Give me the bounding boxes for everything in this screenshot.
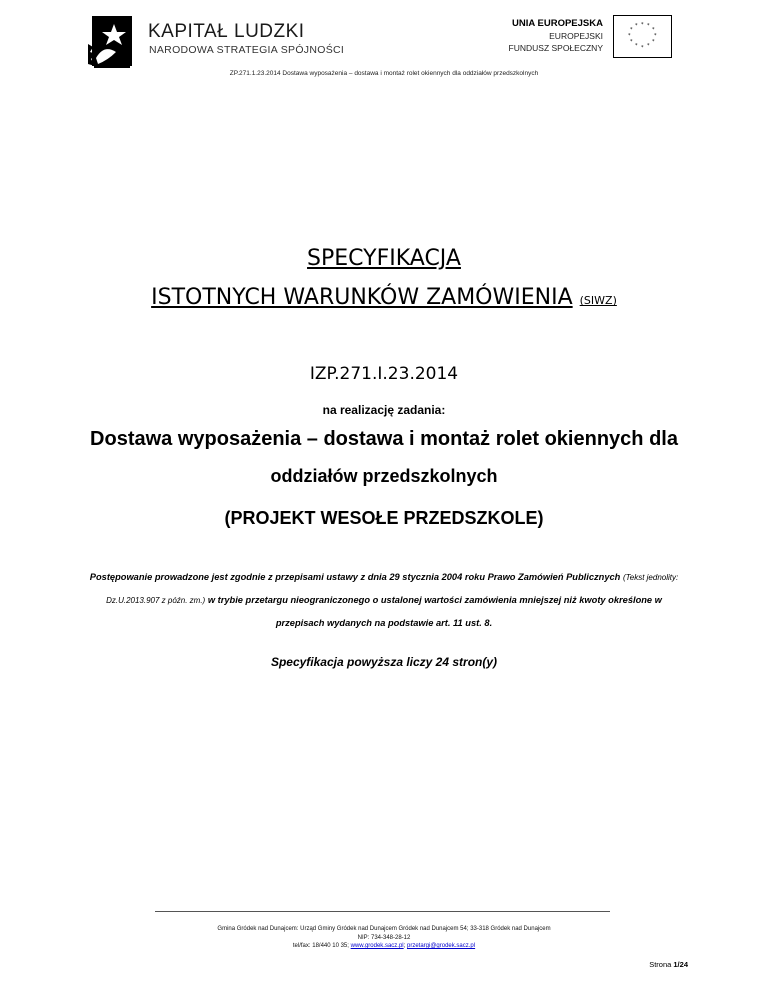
document-subtitle bbox=[0, 285, 768, 310]
realization-label: na realizację zadania: bbox=[322, 403, 446, 417]
footer-nip: NIP: 734-348-28-12 bbox=[357, 934, 411, 941]
svg-text:*: * bbox=[652, 39, 655, 45]
footer bbox=[0, 925, 768, 951]
task-title-line2: oddziałów przedszkolnych bbox=[270, 466, 498, 486]
procedure-part3: w trybie przetargu nieograniczonego o ustalonej wartości zamówienia mniejszej niż kwoty określone w przepisach wydanych na podstawie art. 11 ust. 8. bbox=[207, 595, 662, 628]
logo-title: KAPITAŁ LUDZKI bbox=[148, 21, 305, 42]
pages-note: Specyfikacja powyższa liczy 24 stron(y) bbox=[270, 655, 498, 669]
website-link[interactable]: www.grodek.sacz.pl bbox=[350, 943, 404, 949]
svg-text:*: * bbox=[647, 43, 650, 49]
footer-divider bbox=[155, 911, 610, 912]
logo-subtitle: NARODOWA STRATEGIA SPÓJNOŚCI bbox=[149, 44, 345, 56]
footer-contact bbox=[0, 942, 768, 951]
subtitle-main: ISTOTNYCH WARUNKÓW ZAMÓWIENIA bbox=[151, 285, 573, 310]
procedure-paragraph bbox=[82, 566, 686, 634]
page-count: 1/24 bbox=[673, 960, 688, 969]
procedure-part1: Postępowanie prowadzone jest zgodnie z przepisami ustawy z dnia 29 stycznia 2004 roku Prawo Zamówień Publicznych bbox=[89, 572, 621, 582]
svg-text:*: * bbox=[654, 33, 657, 39]
eu-label bbox=[509, 18, 603, 54]
footer-phone: tel/fax: 18/440 10 35; bbox=[292, 943, 349, 949]
footer-address: Gmina Gródek nad Dunajcem: Urząd Gminy Gródek nad Dunajcem Gródek nad Dunajcem 54; 33-318 Gródek nad Dunajcem bbox=[217, 926, 551, 932]
svg-text:*: * bbox=[647, 23, 650, 29]
task-title-line3: (PROJEKT WESOŁE PRZEDSZKOLE) bbox=[224, 508, 544, 528]
eu-line3: FUNDUSZ SPOŁECZNY bbox=[508, 43, 603, 53]
procedure-part2: (Tekst jednolity: Dz.U.2013.907 z późn. zm.) bbox=[106, 573, 679, 605]
svg-text:*: * bbox=[641, 22, 644, 28]
eu-line1: UNIA EUROPEJSKA bbox=[512, 18, 603, 29]
svg-text:*: * bbox=[635, 23, 638, 29]
kapital-ludzki-logo-icon bbox=[86, 14, 136, 70]
document-title: SPECYFIKACJA bbox=[307, 246, 461, 271]
eu-flag-icon bbox=[613, 15, 672, 58]
footer-separator: ; bbox=[403, 943, 406, 949]
task-title-line1: Dostawa wyposażenia – dostawa i montaż rolet okiennych dla bbox=[90, 428, 678, 450]
svg-text:*: * bbox=[630, 27, 633, 33]
eu-line2: EUROPEJSKI bbox=[549, 31, 603, 41]
page-label: Strona bbox=[649, 960, 672, 969]
svg-text:*: * bbox=[630, 39, 633, 45]
subtitle-abbrev: (SIWZ) bbox=[579, 294, 617, 307]
svg-text:*: * bbox=[635, 43, 638, 49]
svg-text:*: * bbox=[628, 33, 631, 39]
svg-text:*: * bbox=[652, 27, 655, 33]
page-number bbox=[649, 960, 688, 969]
svg-text:*: * bbox=[641, 45, 644, 51]
header-reference: ZP.271.1.23.2014 Dostawa wyposażenia – dostawa i montaż rolet okiennych dla oddziałów przedszkolnych bbox=[229, 70, 539, 77]
reference-number: IZP.271.I.23.2014 bbox=[309, 364, 459, 384]
email-link[interactable]: przetargi@grodek.sacz.pl bbox=[406, 943, 476, 949]
